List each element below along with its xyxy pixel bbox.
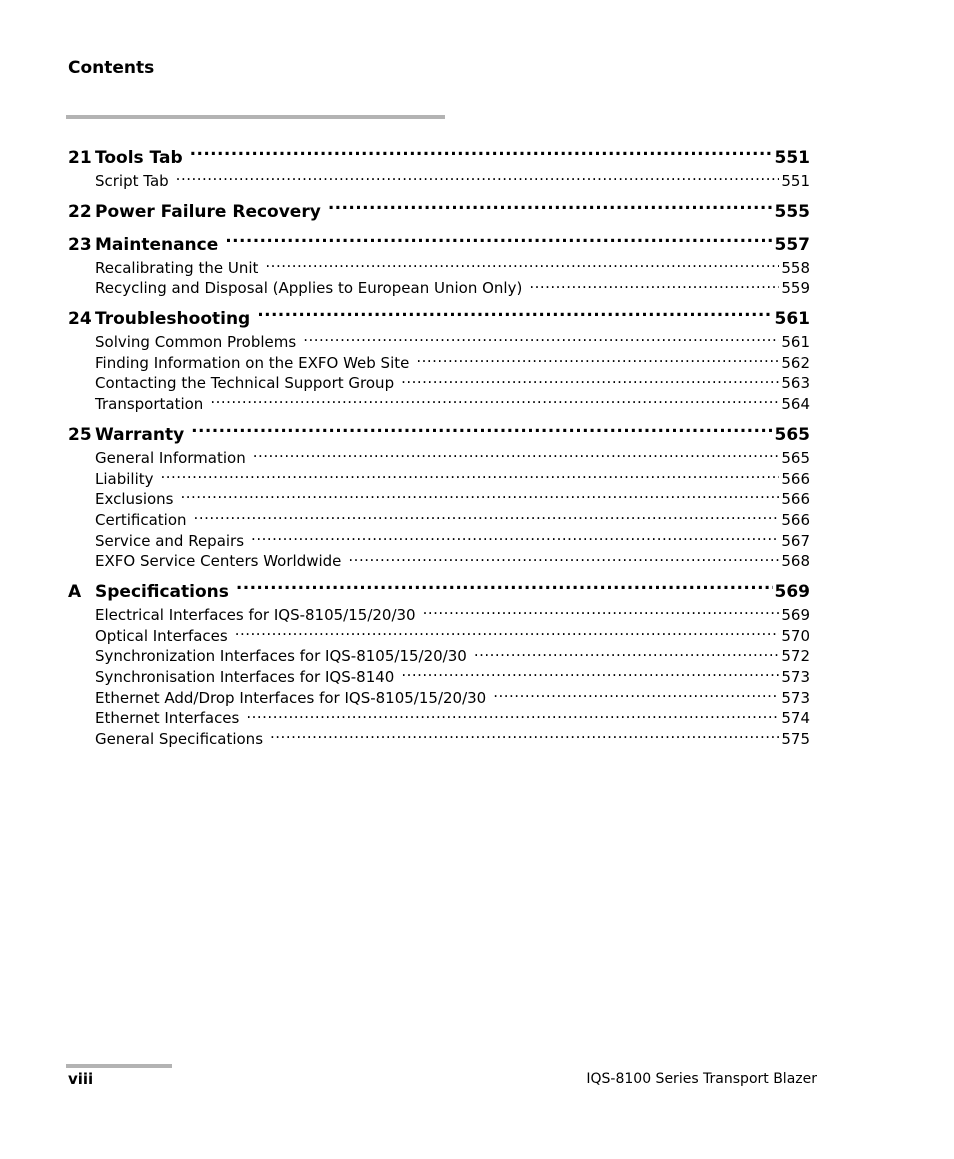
toc-section-entry[interactable] [68,258,810,279]
toc-section-page: 566 [781,490,810,509]
toc-section-entry[interactable] [68,353,810,374]
toc-section-title: General Specifications [95,730,264,749]
toc-section-entry[interactable] [68,373,810,394]
toc-section-entry[interactable] [68,448,810,469]
toc-section-page: 568 [781,552,810,571]
toc-section-title: Certification [95,510,187,529]
toc-chapter-entry[interactable] [68,232,810,258]
toc-chapter-page: 551 [774,148,810,168]
toc-section-title: Ethernet Interfaces [95,709,240,728]
toc-chapter-entry[interactable] [68,145,810,171]
toc-chapter-title: Tools Tab [95,148,183,168]
toc-section-page: 569 [781,605,810,624]
dot-leader [270,729,779,744]
toc-section-page: 565 [781,448,810,467]
toc-section-title: Recalibrating the Unit [95,258,259,277]
dot-leader [257,307,772,324]
toc-section-entry[interactable] [68,688,810,709]
toc-section-entry[interactable] [68,489,810,510]
toc-section-entry[interactable] [68,626,810,647]
toc-section-entry[interactable] [68,510,810,531]
toc-section-entry[interactable] [68,278,810,299]
toc-chapter-entry[interactable] [68,199,810,225]
dot-leader [161,469,780,484]
dot-leader [181,489,780,504]
toc-section-entry[interactable] [68,551,810,572]
toc-section-entry[interactable] [68,605,810,626]
toc-chapter-number: 23 [68,234,92,255]
toc-section-title: Ethernet Add/Drop Interfaces for IQS-8105/15/20/30 [95,688,487,707]
toc-section-entry[interactable] [68,394,810,415]
toc-chapter-title: Warranty [95,424,185,445]
page-header-title: Contents [68,58,155,78]
toc-chapter [68,145,810,192]
toc-chapter-title: Specifications [95,581,229,602]
toc-section-title: General Information [95,448,246,467]
toc-chapter-number: 24 [68,309,92,330]
toc-section-entry[interactable] [68,729,810,750]
toc-section-title: Contacting the Technical Support Group [95,374,395,393]
dot-leader [265,258,779,273]
toc-chapter-page: 557 [774,234,810,255]
toc-section-title: EXFO Service Centers Worldwide [95,552,342,571]
toc-chapter-title: Maintenance [95,234,219,255]
footer-page-number: viii [68,1070,94,1088]
dot-leader [225,233,772,250]
toc-chapter-number: 21 [68,148,92,168]
dot-leader [176,171,780,186]
dot-leader [493,688,779,703]
toc-section-page: 551 [781,172,810,190]
toc-section-title: Transportation [95,395,204,414]
dot-leader [529,278,779,293]
table-of-contents [68,145,810,757]
toc-chapter-page: 565 [774,424,810,445]
toc-chapter-page: 555 [774,201,810,222]
dot-leader [401,667,779,682]
dot-leader [423,605,780,620]
toc-chapter-entry[interactable] [68,306,810,332]
dot-leader [348,551,779,566]
toc-section-page: 559 [781,279,810,298]
dot-leader [303,332,779,347]
dot-leader [253,448,780,463]
toc-section-page: 574 [781,709,810,728]
dot-leader [246,708,779,723]
toc-section-title: Finding Information on the EXFO Web Site [95,353,410,372]
toc-section-entry[interactable] [68,171,810,192]
toc-chapter [68,199,810,225]
toc-section-title: Script Tab [95,172,169,190]
toc-chapter-entry[interactable] [68,579,810,605]
toc-section-page: 570 [781,626,810,645]
toc-section-title: Synchronisation Interfaces for IQS-8140 [95,668,395,686]
toc-section-page: 573 [781,688,810,707]
toc-section-entry[interactable] [68,531,810,552]
toc-section-page: 573 [781,668,810,686]
toc-chapter-page: 561 [774,309,810,330]
toc-section-entry[interactable] [68,469,810,490]
toc-chapter-number: 25 [68,424,92,445]
toc-chapter-title: Troubleshooting [95,309,251,330]
footer-product-name: IQS-8100 Series Transport Blazer [586,1071,817,1087]
toc-chapter-number: 22 [68,201,92,222]
dot-leader [401,373,779,388]
toc-section-title: Solving Common Problems [95,333,297,352]
dot-leader [251,531,779,546]
dot-leader [474,646,780,661]
toc-chapter-entry[interactable] [68,422,810,448]
dot-leader [328,200,773,217]
dot-leader [190,146,773,163]
toc-section-title: Exclusions [95,490,174,509]
header-rule [66,115,445,119]
toc-chapter [68,579,810,750]
toc-chapter-page: 569 [774,581,810,602]
toc-section-page: 562 [781,353,810,372]
toc-section-title: Liability [95,469,154,488]
toc-section-page: 575 [781,730,810,749]
toc-chapter-number: A [68,581,82,602]
dot-leader [236,580,773,597]
toc-section-title: Recycling and Disposal (Applies to European Union Only) [95,279,523,298]
toc-chapter-title: Power Failure Recovery [95,201,321,222]
toc-section-title: Service and Repairs [95,531,245,550]
toc-section-entry[interactable] [68,332,810,353]
dot-leader [191,423,772,440]
toc-section-entry[interactable] [68,646,810,667]
toc-section-title: Electrical Interfaces for IQS-8105/15/20/30 [95,605,416,624]
toc-section-entry[interactable] [68,708,810,729]
dot-leader [194,510,780,525]
toc-section-page: 572 [781,647,810,666]
toc-section-title: Synchronization Interfaces for IQS-8105/15/20/30 [95,647,467,666]
toc-section-entry[interactable] [68,667,810,688]
footer-rule [66,1064,172,1068]
toc-section-page: 566 [781,469,810,488]
toc-section-title: Optical Interfaces [95,626,228,645]
toc-section-page: 564 [781,395,810,414]
toc-section-page: 566 [781,510,810,529]
dot-leader [210,394,779,409]
dot-leader [235,626,780,641]
toc-section-page: 567 [781,531,810,550]
dot-leader [416,353,779,368]
toc-chapter [68,306,810,415]
toc-section-page: 563 [781,374,810,393]
toc-section-page: 561 [781,333,810,352]
toc-section-page: 558 [781,258,810,277]
toc-chapter [68,232,810,299]
toc-chapter [68,422,810,572]
